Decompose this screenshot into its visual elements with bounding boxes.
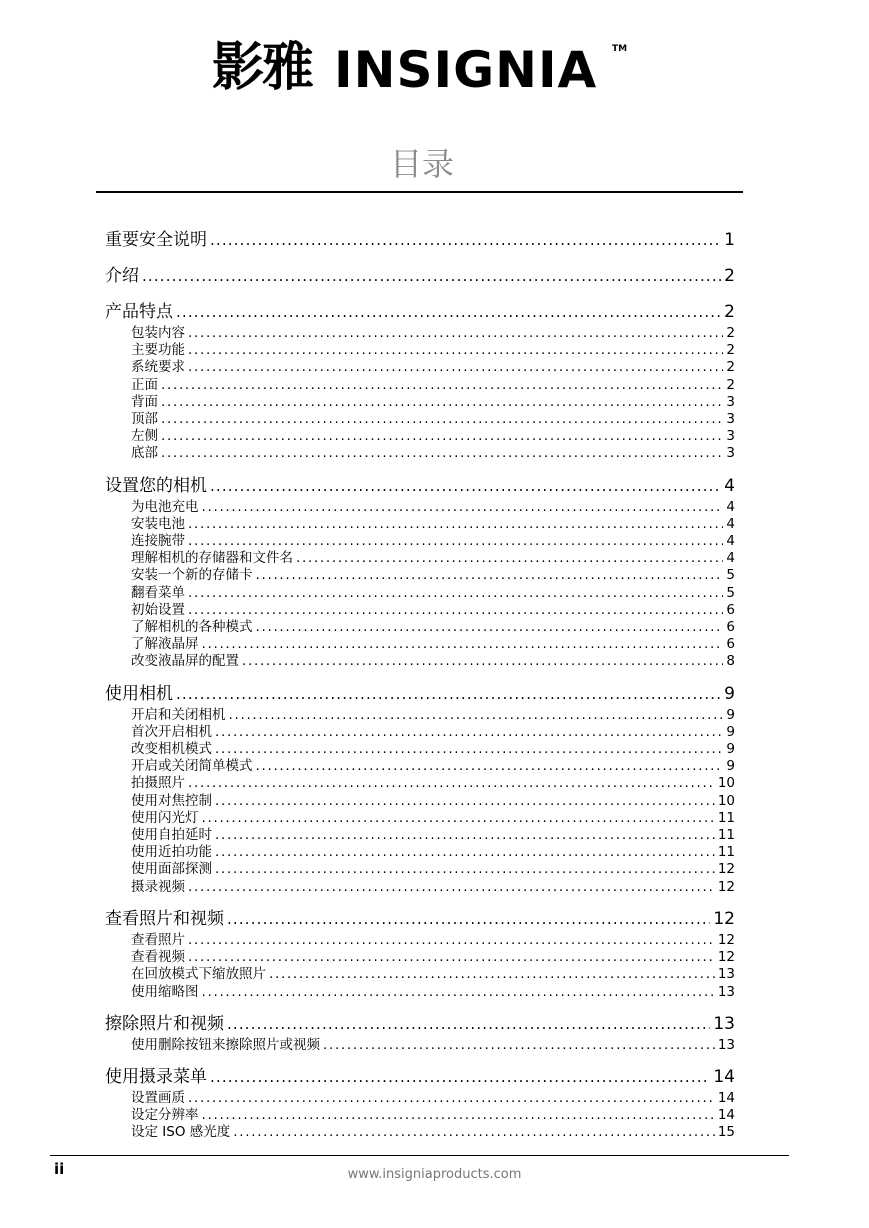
toc-chapter-entry[interactable] [105, 1065, 735, 1090]
toc-subentry-page-number: 13 [717, 966, 735, 983]
toc-chapter-entry-label: 重要安全说明 [105, 230, 207, 250]
toc-subentry[interactable] [105, 1090, 735, 1107]
toc-subentry-page-number: 3 [726, 445, 735, 462]
dot-leader [188, 359, 723, 376]
toc-subentry[interactable] [105, 1124, 735, 1141]
toc-chapter-entry-page-number: 2 [724, 266, 735, 286]
toc-subentry-page-number: 4 [726, 550, 735, 567]
dot-leader [202, 984, 715, 1001]
toc-subentry[interactable] [105, 445, 735, 462]
dot-leader [202, 1107, 715, 1124]
toc-subentry-label: 改变液晶屏的配置 [131, 653, 239, 670]
toc-subentry[interactable] [105, 325, 735, 342]
dot-leader [188, 949, 715, 966]
dot-leader [188, 1090, 715, 1107]
dot-leader [210, 474, 721, 499]
toc-chapter-entry-label: 设置您的相机 [105, 475, 207, 496]
toc-subentry-label: 了解相机的各种模式 [131, 619, 253, 636]
footer-website: www.insigniaproducts.com [347, 1167, 522, 1182]
toc-subentry-label: 开启或关闭简单模式 [131, 758, 253, 775]
dot-leader [215, 793, 715, 810]
toc-chapter-entry-page-number: 14 [713, 1066, 735, 1087]
logo-chinese-text: 影雅 [212, 38, 313, 98]
dot-leader [215, 844, 715, 861]
toc-subentry-label: 开启和关闭相机 [131, 706, 226, 723]
toc-chapter-entry[interactable] [105, 264, 735, 289]
toc-subentry-page-number: 15 [717, 1124, 735, 1141]
toc-subentry-label: 初始设置 [131, 601, 185, 618]
dot-leader [202, 810, 715, 827]
toc-chapter-entry-page-number: 2 [724, 302, 735, 322]
toc-subentry[interactable] [105, 707, 735, 724]
toc-subentry[interactable] [105, 499, 735, 516]
dot-leader [227, 907, 710, 932]
dot-leader [227, 1012, 710, 1037]
brand-logo [212, 28, 632, 114]
toc-section [105, 264, 735, 289]
toc-subentry-page-number: 2 [726, 359, 735, 376]
toc-subentry[interactable] [105, 741, 735, 758]
toc-subentry[interactable] [105, 653, 735, 670]
dot-leader [215, 861, 715, 878]
toc-subentry-page-number: 3 [726, 411, 735, 428]
toc-subentry-page-number: 14 [717, 1107, 735, 1124]
toc-subentry-label: 背面 [131, 393, 158, 410]
toc-subentry-label: 主要功能 [131, 342, 185, 359]
dot-leader [142, 264, 721, 289]
toc-subentry-page-number: 11 [717, 844, 735, 861]
dot-leader [256, 758, 724, 775]
toc-subentry[interactable] [105, 411, 735, 428]
dot-leader [256, 567, 724, 584]
toc-subentry-page-number: 6 [726, 619, 735, 636]
footer-divider [50, 1155, 789, 1156]
toc-subentry[interactable] [105, 516, 735, 533]
toc-subentry-label: 首次开启相机 [131, 723, 212, 740]
dot-leader [210, 1065, 710, 1090]
toc-subentry-label: 使用闪光灯 [131, 809, 199, 826]
toc-chapter-entry-label: 查看照片和视频 [105, 908, 224, 929]
dot-leader [233, 1124, 715, 1141]
dot-leader [161, 377, 723, 394]
toc-subentry-page-number: 6 [726, 601, 735, 618]
dot-leader [256, 619, 724, 636]
toc-subentry[interactable] [105, 359, 735, 376]
toc-subentry-page-number: 11 [717, 809, 735, 826]
toc-subentry-page-number: 9 [726, 706, 735, 723]
toc-subentry-page-number: 4 [726, 498, 735, 515]
toc-subentry-page-number: 9 [726, 723, 735, 740]
toc-subentry-label: 左侧 [131, 428, 158, 445]
toc-subentry-label: 查看照片 [131, 931, 185, 948]
toc-section [105, 300, 735, 463]
toc-subentry[interactable] [105, 810, 735, 827]
toc-subentry-page-number: 4 [726, 515, 735, 532]
dot-leader [176, 682, 721, 707]
toc-chapter-entry[interactable] [105, 474, 735, 499]
dot-leader [202, 636, 724, 653]
toc-subentry-label: 使用面部探测 [131, 861, 212, 878]
toc-subentry[interactable] [105, 1037, 735, 1054]
toc-subentry-label: 翻看菜单 [131, 584, 185, 601]
dot-leader [269, 966, 715, 983]
toc-subentry-page-number: 11 [717, 827, 735, 844]
toc-section [105, 682, 735, 896]
toc-subentry-label: 在回放模式下缩放照片 [131, 966, 266, 983]
toc-subentry-label: 安装一个新的存储卡 [131, 567, 253, 584]
toc-subentry[interactable] [105, 879, 735, 896]
dot-leader [188, 516, 723, 533]
toc-chapter-entry[interactable] [105, 300, 735, 325]
toc-subentry-label: 查看视频 [131, 949, 185, 966]
toc-subentry-label: 使用近拍功能 [131, 844, 212, 861]
toc-subentry-label: 摄录视频 [131, 878, 185, 895]
toc-subentry-page-number: 3 [726, 428, 735, 445]
toc-subentry[interactable] [105, 550, 735, 567]
title-divider [96, 191, 743, 193]
toc-subentry-page-number: 10 [717, 792, 735, 809]
dot-leader [210, 228, 721, 253]
toc-subentry[interactable] [105, 966, 735, 983]
toc-subentry-page-number: 12 [717, 931, 735, 948]
table-of-contents [105, 228, 735, 1153]
toc-chapter-entry-page-number: 1 [724, 230, 735, 250]
dot-leader [188, 325, 723, 342]
toc-subentry[interactable] [105, 949, 735, 966]
toc-subentry-label: 连接腕带 [131, 533, 185, 550]
dot-leader [188, 342, 723, 359]
toc-subentry-label: 使用对焦控制 [131, 792, 212, 809]
toc-chapter-entry-page-number: 4 [724, 475, 735, 496]
toc-subentry-page-number: 12 [717, 878, 735, 895]
toc-section [105, 907, 735, 1001]
dot-leader [188, 932, 715, 949]
dot-leader [176, 300, 721, 325]
toc-subentry-label: 正面 [131, 376, 158, 393]
toc-subentry-page-number: 5 [726, 584, 735, 601]
toc-subentry-label: 安装电池 [131, 515, 185, 532]
toc-subentry-label: 拍摄照片 [131, 775, 185, 792]
toc-subentry[interactable] [105, 984, 735, 1001]
toc-section [105, 228, 735, 253]
toc-section [105, 1065, 735, 1142]
toc-subentry[interactable] [105, 861, 735, 878]
toc-subentry[interactable] [105, 342, 735, 359]
toc-subentry-page-number: 6 [726, 636, 735, 653]
dot-leader [188, 602, 723, 619]
toc-subentry-label: 系统要求 [131, 359, 185, 376]
toc-subentry[interactable] [105, 724, 735, 741]
page-title: 目录 [389, 145, 454, 183]
toc-subentry[interactable] [105, 793, 735, 810]
toc-chapter-entry-label: 介绍 [105, 266, 139, 286]
toc-subentry-page-number: 3 [726, 393, 735, 410]
toc-subentry-label: 改变相机模式 [131, 741, 212, 758]
toc-chapter-entry-label: 擦除照片和视频 [105, 1013, 224, 1034]
toc-subentry[interactable] [105, 775, 735, 792]
toc-subentry[interactable] [105, 533, 735, 550]
toc-subentry-page-number: 14 [717, 1089, 735, 1106]
toc-subentry[interactable] [105, 827, 735, 844]
toc-subentry[interactable] [105, 602, 735, 619]
toc-subentry[interactable] [105, 585, 735, 602]
dot-leader [242, 653, 723, 670]
dot-leader [161, 394, 723, 411]
dot-leader [323, 1037, 715, 1054]
toc-chapter-entry-label: 产品特点 [105, 302, 173, 322]
trademark-mark: TM [612, 44, 628, 54]
toc-chapter-entry[interactable] [105, 1012, 735, 1037]
toc-subentry-label: 设置画质 [131, 1089, 185, 1106]
toc-chapter-entry[interactable] [105, 907, 735, 932]
toc-subentry-page-number: 4 [726, 533, 735, 550]
toc-chapter-entry[interactable] [105, 682, 735, 707]
dot-leader [161, 428, 723, 445]
toc-chapter-entry-page-number: 9 [724, 683, 735, 704]
dot-leader [188, 533, 723, 550]
toc-chapter-entry-page-number: 13 [713, 1013, 735, 1034]
toc-section [105, 1012, 735, 1054]
toc-subentry-page-number: 12 [717, 949, 735, 966]
toc-subentry-page-number: 10 [717, 775, 735, 792]
toc-subentry[interactable] [105, 394, 735, 411]
dot-leader [161, 445, 723, 462]
toc-subentry[interactable] [105, 932, 735, 949]
dot-leader [188, 585, 723, 602]
dot-leader [188, 879, 715, 896]
toc-subentry-label: 底部 [131, 445, 158, 462]
toc-subentry-label: 了解液晶屏 [131, 636, 199, 653]
toc-subentry-label: 设定分辨率 [131, 1107, 199, 1124]
logo-english-text: INSIGNIA [334, 41, 598, 99]
toc-subentry-label: 使用缩略图 [131, 983, 199, 1000]
toc-subentry-page-number: 9 [726, 741, 735, 758]
toc-chapter-entry[interactable] [105, 228, 735, 253]
dot-leader [296, 550, 723, 567]
toc-subentry-label: 设定 ISO 感光度 [131, 1124, 231, 1141]
toc-chapter-entry-page-number: 12 [713, 908, 735, 929]
dot-leader [161, 411, 723, 428]
toc-subentry-label: 为电池充电 [131, 498, 199, 515]
toc-subentry-label: 理解相机的存储器和文件名 [131, 550, 293, 567]
toc-subentry[interactable] [105, 758, 735, 775]
dot-leader [229, 707, 724, 724]
toc-subentry-label: 使用自拍延时 [131, 827, 212, 844]
toc-subentry-page-number: 2 [726, 376, 735, 393]
toc-subentry-label: 顶部 [131, 411, 158, 428]
toc-subentry-label: 包装内容 [131, 325, 185, 341]
toc-subentry-page-number: 2 [726, 342, 735, 359]
toc-chapter-entry-label: 使用相机 [105, 683, 173, 704]
toc-chapter-entry-label: 使用摄录菜单 [105, 1066, 207, 1087]
toc-subentry[interactable] [105, 1107, 735, 1124]
footer-page-number: ii [54, 1160, 65, 1178]
toc-subentry-page-number: 2 [726, 325, 735, 341]
toc-section [105, 474, 735, 671]
toc-subentry-page-number: 12 [717, 861, 735, 878]
toc-subentry-page-number: 8 [726, 653, 735, 670]
toc-subentry[interactable] [105, 428, 735, 445]
dot-leader [202, 499, 724, 516]
toc-subentry[interactable] [105, 619, 735, 636]
dot-leader [188, 775, 715, 792]
toc-subentry-label: 使用删除按钮来擦除照片或视频 [131, 1036, 320, 1053]
dot-leader [215, 741, 723, 758]
toc-subentry[interactable] [105, 844, 735, 861]
toc-subentry-page-number: 9 [726, 758, 735, 775]
dot-leader [215, 724, 723, 741]
toc-subentry[interactable] [105, 567, 735, 584]
toc-subentry-page-number: 13 [717, 1036, 735, 1053]
toc-subentry-page-number: 13 [717, 983, 735, 1000]
toc-subentry-page-number: 5 [726, 567, 735, 584]
toc-subentry[interactable] [105, 636, 735, 653]
toc-subentry[interactable] [105, 377, 735, 394]
dot-leader [215, 827, 715, 844]
